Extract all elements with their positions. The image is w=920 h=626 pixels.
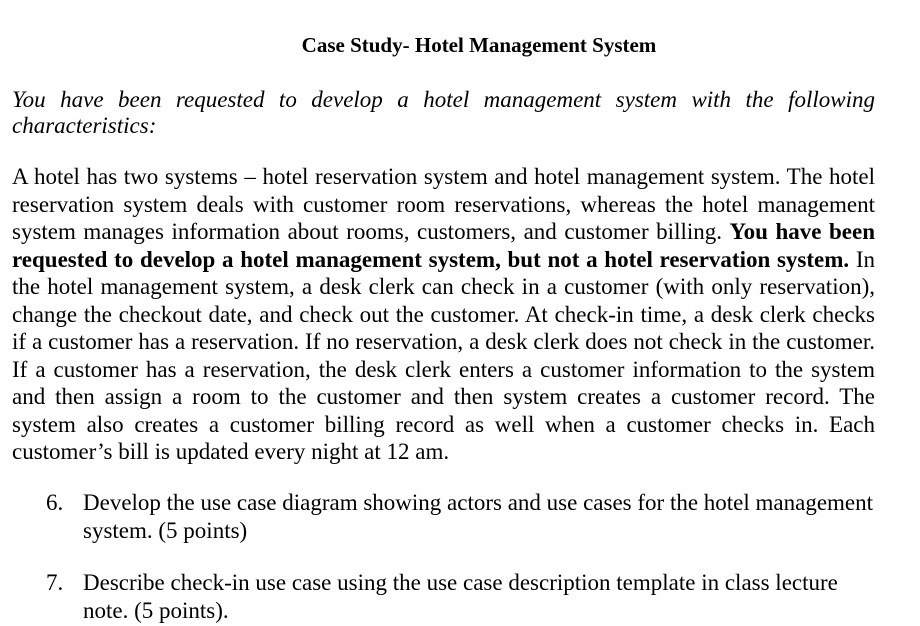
paragraph-bold-text: You have been requested to develop a hotel management system, but not a hotel reservation system. <box>12 219 875 272</box>
intro-text: You have been requested to develop a hotel management system with the following characteristics: <box>12 87 875 138</box>
question-text: Describe check-in use case using the use case description template in class lecture note. (5 points). <box>83 570 838 623</box>
question-text: Develop the use case diagram showing actors and use cases for the hotel management system. (5 points) <box>83 490 874 543</box>
question-number: 6. <box>46 490 64 515</box>
paragraph-text-part1: A hotel has two systems – hotel reservation system and hotel management system. The hotel reservation system deals with customer room reservations, whereas the hotel management system manages information about rooms, customers, and customer billing. <box>12 164 875 244</box>
case-description-paragraph <box>12 163 875 466</box>
document-title: Case Study- Hotel Management System <box>301 33 657 57</box>
paragraph-text-part2: In the hotel management system, a desk clerk can check in a customer (with only reservation), change the checkout date, and check out the customer. At check-in time, a desk clerk checks if a customer has a reservation. If no reservation, a desk clerk does not check in the customer. If a customer has a reservation, the desk clerk enters a customer information to the system and then assign a room to the customer and then system creates a customer record. The system also creates a customer billing record as well when a customer checks in. Each customer’s bill is updated every night at 12 am. <box>12 246 875 464</box>
question-number: 7. <box>46 570 64 595</box>
